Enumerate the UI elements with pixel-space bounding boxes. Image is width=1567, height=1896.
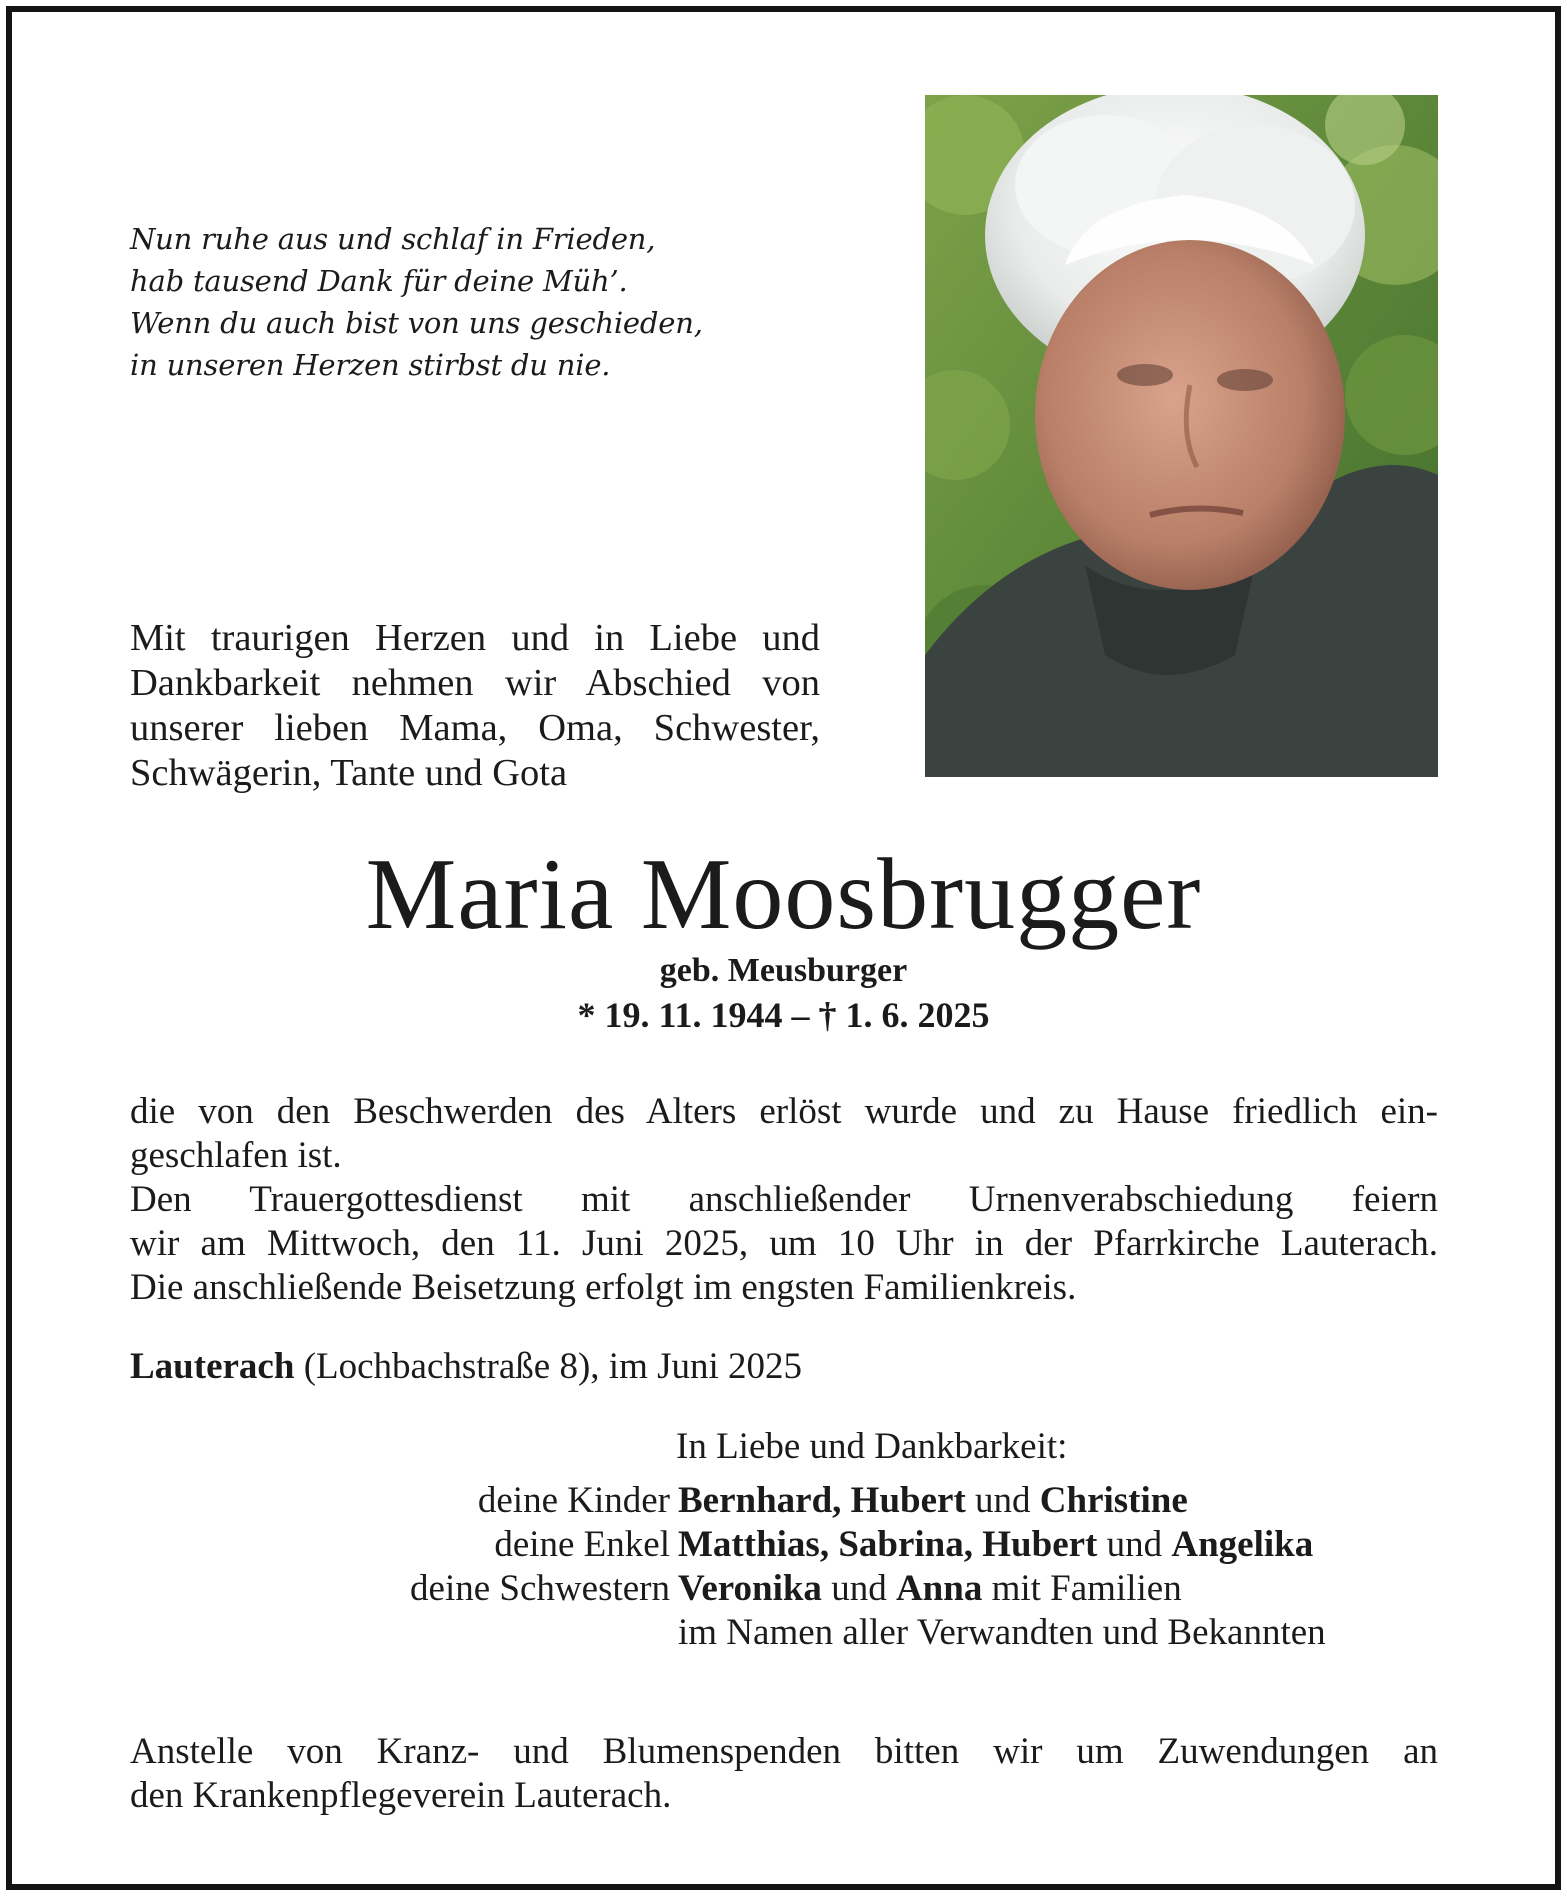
signature-row-sisters	[0, 1566, 1567, 1612]
footer-line: den Krankenpflegeverein Lauterach.	[130, 1775, 672, 1816]
body-line: Die anschließende Beisetzung erfolgt im engsten Familienkreis.	[130, 1267, 1077, 1308]
conjunction: und	[821, 1568, 896, 1609]
signature-names	[678, 1478, 1188, 1524]
life-dates: * 19. 11. 1944 – † 1. 6. 2025	[577, 995, 990, 1035]
conjunction: und	[965, 1480, 1040, 1521]
body-line: Den Trauergottesdienst mit anschließender Urnenverabschiedung feiern	[130, 1179, 1438, 1220]
signature-row-children	[0, 1478, 1567, 1524]
body-line: die von den Beschwerden des Alters erlöst wurde und zu Hause friedlich ein-	[130, 1091, 1438, 1132]
signature-heading: In Liebe und Dankbarkeit:	[676, 1426, 1068, 1467]
signature-all: im Namen aller Verwandten und Bekannten	[678, 1612, 1326, 1653]
body-line: geschlafen ist.	[130, 1135, 342, 1176]
signature-row-grandchildren	[0, 1522, 1567, 1568]
intro-line: Dankbarkeit nehmen wir Abschied von	[130, 662, 820, 704]
portrait-photo	[925, 95, 1438, 777]
poem-line: Wenn du auch bist von uns geschieden,	[130, 306, 703, 340]
announcement-text	[130, 1090, 1438, 1310]
donation-note	[130, 1730, 1438, 1818]
intro-line: unserer lieben Mama, Oma, Schwester,	[130, 707, 820, 749]
portrait-photo-illustration	[925, 95, 1438, 777]
name-group: Christine	[1039, 1480, 1188, 1521]
signature-names	[678, 1566, 1182, 1612]
maiden-name: geb. Meusburger	[659, 952, 908, 989]
suffix-text: mit Familien	[982, 1568, 1182, 1609]
name-group: Matthias, Sabrina, Hubert	[678, 1524, 1098, 1565]
place-town: Lauterach	[130, 1346, 295, 1387]
signature-row-all	[0, 1610, 1567, 1656]
deceased-name: Maria Moosbrugger	[365, 838, 1202, 951]
place-date-line	[130, 1345, 1130, 1389]
conjunction: und	[1097, 1524, 1172, 1565]
place-rest: (Lochbachstraße 8), im Juni 2025	[294, 1346, 803, 1387]
name-group: Veronika	[678, 1568, 822, 1609]
name-group: Bernhard, Hubert	[678, 1480, 966, 1521]
intro-line: Mit traurigen Herzen und in Liebe und	[130, 617, 820, 659]
signature-label: deine Enkel	[494, 1524, 670, 1565]
intro-text	[130, 616, 820, 796]
body-line: wir am Mittwoch, den 11. Juni 2025, um 10 Uhr in der Pfarrkirche Lauterach.	[130, 1223, 1438, 1264]
signature-label: deine Kinder	[477, 1480, 670, 1521]
name-group: Angelika	[1171, 1524, 1314, 1565]
intro-line: Schwägerin, Tante und Gota	[130, 752, 568, 794]
poem-line: in unseren Herzen stirbst du nie.	[130, 348, 611, 382]
footer-line: Anstelle von Kranz- und Blumenspenden bitten wir um Zuwendungen an	[130, 1731, 1438, 1772]
signature-label: deine Schwestern	[410, 1568, 670, 1609]
poem-line: Nun ruhe aus und schlaf in Frieden,	[130, 222, 656, 256]
poem-line: hab tausend Dank für deine Müh’.	[130, 264, 628, 298]
name-group: Anna	[895, 1568, 983, 1609]
memorial-poem	[130, 218, 810, 386]
signature-names	[678, 1522, 1313, 1568]
